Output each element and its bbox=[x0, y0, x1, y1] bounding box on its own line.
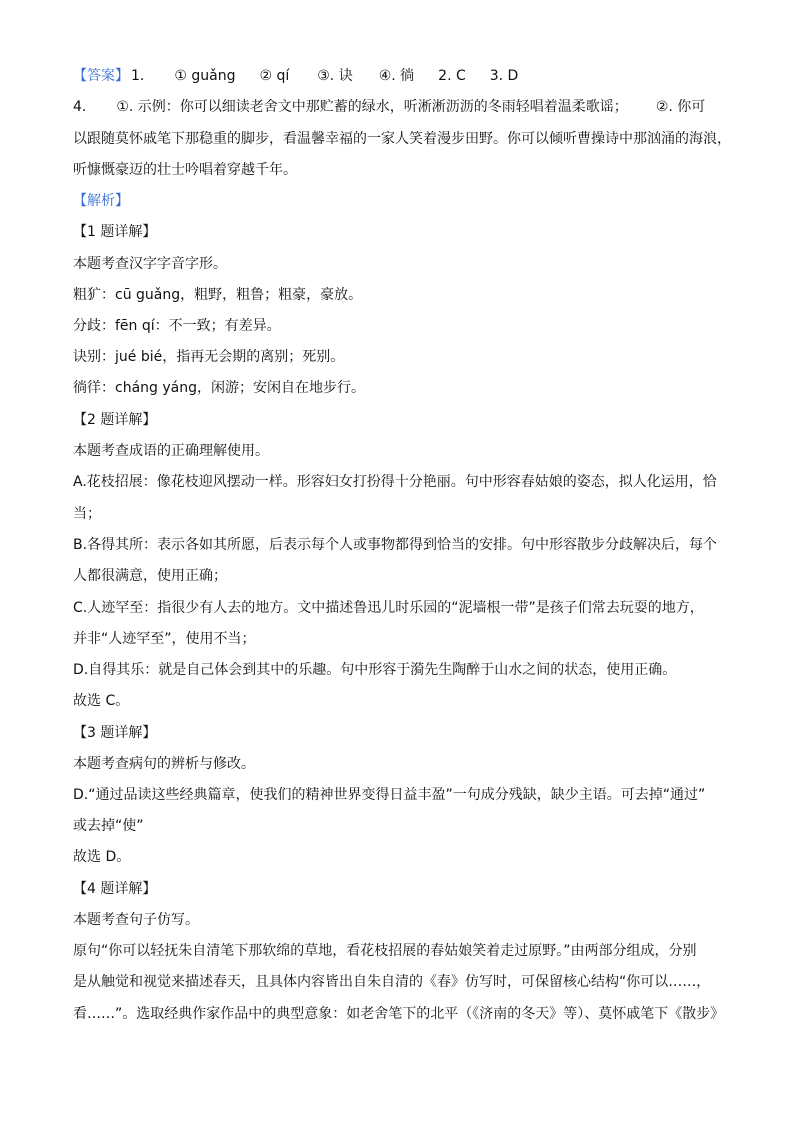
q4-number: 4. bbox=[73, 99, 87, 115]
answer-label: 【答案】 bbox=[73, 68, 129, 84]
s4-line-1: 原句“你可以轻抚朱自清笔下那软绵的草地，看花枝招展的春姑娘笑着走过原野。”由两部分组成，分别 bbox=[73, 943, 697, 959]
s3-choice: 故选 D。 bbox=[73, 849, 131, 865]
q4-line-3: 听慷慨豪迈的壮士吟唱着穿越千年。 bbox=[73, 162, 297, 178]
answer-line bbox=[73, 66, 518, 86]
answer-q1: 1. bbox=[131, 68, 145, 84]
s1-line-1: 粗犷：cū guǎng，粗野，粗鲁；粗豪，豪放。 bbox=[73, 287, 363, 303]
s2-intro: 本题考查成语的正确理解使用。 bbox=[73, 443, 269, 459]
s2-heading: 【2 题详解】 bbox=[73, 412, 157, 428]
q4-text-1: ①. 示例：你可以细读老舍文中那贮蓄的绿水，听淅淅沥沥的冬雨轻唱着温柔歌谣； bbox=[116, 99, 628, 115]
s4-line-3: 看……”。选取经典作家作品中的典型意象：如老舍笔下的北平（《济南的冬天》等）、莫怀戚笔下《散步》 bbox=[73, 1006, 725, 1022]
s2-c-line-1: C.人迹罕至：指很少有人去的地方。文中描述鲁迅儿时乐园的“泥墙根一带”是孩子们常去玩耍的地方， bbox=[73, 600, 704, 616]
s1-intro: 本题考查汉字字音字形。 bbox=[73, 256, 227, 272]
s2-choice: 故选 C。 bbox=[73, 693, 130, 709]
s2-b-line-1: B.各得其所：表示各如其所愿，后表示每个人或事物都得到恰当的安排。句中形容散步分歧解决后，每个 bbox=[73, 537, 718, 553]
s1-line-4: 徜徉：cháng yáng，闲游；安闲自在地步行。 bbox=[73, 380, 365, 396]
s1-line-3: 诀别：jué bié，指再无会期的离别；死别。 bbox=[73, 349, 345, 365]
answer-item-3: ③. 诀 bbox=[317, 68, 353, 84]
s3-intro: 本题考查病句的辨析与修改。 bbox=[73, 756, 255, 772]
s2-c-line-2: 并非“人迹罕至”，使用不当； bbox=[73, 631, 256, 647]
answer-item-2: ② qí bbox=[259, 68, 290, 84]
s2-b-line-2: 人都很满意，使用正确； bbox=[73, 568, 227, 584]
answer-item-4: ④. 徜 bbox=[378, 68, 415, 84]
q4-line-1 bbox=[73, 97, 705, 117]
s2-d-line-1: D.自得其乐：就是自己体会到其中的乐趣。句中形容于漪先生陶醉于山水之间的状态，使用正确。 bbox=[73, 662, 677, 678]
s2-a-line-1: A.花枝招展：像花枝迎风摆动一样。形容妇女打扮得十分艳丽。句中形容春姑娘的姿态，拟人化运用，恰 bbox=[73, 474, 717, 490]
q4-line-2: 以跟随莫怀戚笔下那稳重的脚步，看温馨幸福的一家人笑着漫步田野。你可以倾听曹操诗中那汹涌的海浪， bbox=[73, 131, 731, 147]
s4-line-2: 是从触觉和视觉来描述春天，且具体内容皆出自朱自清的《春》仿写时，可保留核心结构“你可以……， bbox=[73, 974, 711, 990]
answer-item-1: ① guǎng bbox=[174, 68, 236, 84]
analysis-label: 【解析】 bbox=[73, 193, 129, 209]
s1-line-2: 分歧：fēn qí：不一致；有差异。 bbox=[73, 318, 281, 334]
s4-intro: 本题考查句子仿写。 bbox=[73, 912, 199, 928]
answer-q2: 2. C bbox=[438, 68, 466, 84]
s3-heading: 【3 题详解】 bbox=[73, 725, 157, 741]
q4-text-1b: ②. 你可 bbox=[655, 99, 706, 115]
s3-d-line-2: 或去掉“使” bbox=[73, 818, 144, 834]
s1-heading: 【1 题详解】 bbox=[73, 224, 157, 240]
s3-d-line-1: D.“通过品读这些经典篇章，使我们的精神世界变得日益丰盈”一句成分残缺，缺少主语。可去掉“通过” bbox=[73, 787, 706, 803]
s2-a-line-2: 当； bbox=[73, 506, 101, 522]
answer-q3: 3. D bbox=[489, 68, 519, 84]
s4-heading: 【4 题详解】 bbox=[73, 881, 157, 897]
